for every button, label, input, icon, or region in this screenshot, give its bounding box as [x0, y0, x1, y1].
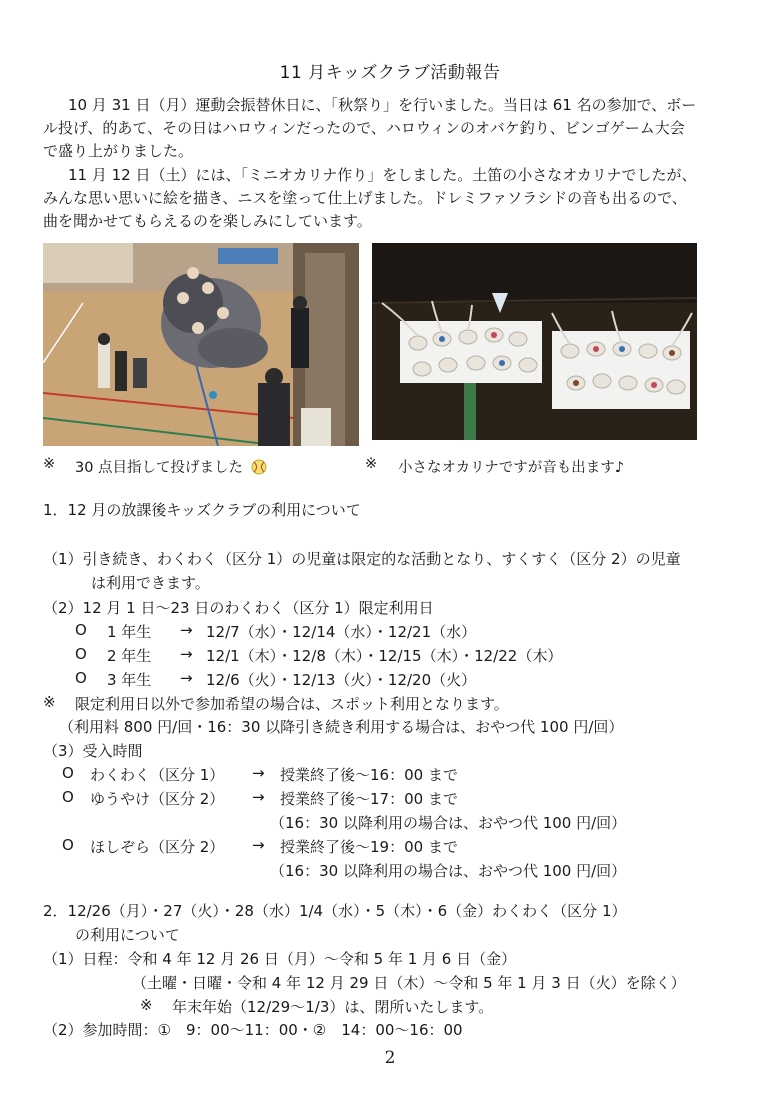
time-bullet: O: [62, 836, 74, 854]
grade-arrow: →: [180, 621, 193, 639]
grade-label: 2 年生: [107, 647, 152, 665]
time-bullet: O: [62, 764, 74, 782]
time-bullet: O: [62, 788, 74, 806]
section1-item1-line2: は利用できます。: [91, 574, 210, 592]
caption-left-mark: ※: [43, 456, 56, 472]
section2-heading-line1: 2．12/26（月）・27（火）・28（水）1/4（水）・5（木）・6（金）わくわく（区分 1）: [43, 902, 627, 920]
time-sub-note: （16：30 以降利用の場合は、おやつ代 100 円/回）: [270, 814, 627, 832]
time-row: [62, 836, 458, 856]
intro-p1-line1: 10 月 31 日（月）運動会振替休日に、「秋祭り」を行いました。当日は 61 名の参加で、ボー: [68, 96, 697, 114]
time-row: [62, 788, 458, 808]
section2-exclude: （土曜・日曜・令和 4 年 12 月 29 日（木）～令和 5 年 1 月 3 日（火）を除く）: [132, 974, 686, 992]
grade-label: 1 年生: [107, 623, 152, 641]
grade-label: 3 年生: [107, 671, 152, 689]
section2-heading-line2: の利用について: [75, 926, 180, 944]
time-arrow: →: [252, 788, 265, 806]
softball-icon: [251, 459, 267, 475]
grade-dates: 12/1（木）・12/8（木）・12/15（木）・12/22（木）: [206, 647, 563, 665]
time-hours: 授業終了後～19：00 まで: [280, 838, 458, 856]
intro-p1-line3: で盛り上がりました。: [43, 142, 194, 160]
section1-item3: （3）受入時間: [43, 742, 143, 760]
time-row: [62, 764, 458, 784]
ocarina-display-illustration: [372, 243, 697, 440]
time-sub-note: （16：30 以降利用の場合は、おやつ代 100 円/回）: [270, 862, 627, 880]
time-name: わくわく（区分 1）: [90, 766, 225, 784]
caption-right-mark: ※: [365, 456, 378, 472]
time-hours: 授業終了後～17：00 まで: [280, 790, 458, 808]
note-mark: ※: [43, 693, 56, 711]
photo-ball-throw: [43, 243, 359, 446]
section2-hours: （2）参加時間：① 9：00～11：00・② 14：00～16：00: [43, 1021, 463, 1039]
fee-text: （利用料 800 円/回・16：30 以降引き続き利用する場合は、おやつ代 100 円/回）: [59, 718, 624, 736]
time-name: ほしぞら（区分 2）: [90, 838, 225, 856]
photo-ocarinas: [372, 243, 697, 440]
grade-bullet: O: [75, 645, 87, 663]
grade-bullet: O: [75, 621, 87, 639]
grade-row: [75, 621, 477, 641]
intro-p1-line2: ル投げ、的あて、その日はハロウィンだったので、ハロウィンのオバケ釣り、ビンゴゲーム大会: [43, 119, 685, 137]
section2-closed: 年末年始（12/29～1/3）は、閉所いたします。: [172, 998, 494, 1016]
note-text: 限定利用日以外で参加希望の場合は、スポット利用となります。: [75, 695, 509, 713]
caption-right-text: 小さなオカリナですが音も出ます♪: [398, 460, 625, 476]
grade-arrow: →: [180, 669, 193, 687]
caption-left: [75, 456, 267, 477]
page-number: 2: [384, 1048, 396, 1068]
grade-row: [75, 669, 477, 689]
time-arrow: →: [252, 764, 265, 782]
time-hours: 授業終了後～16：00 まで: [280, 766, 458, 784]
intro-p2-line1: 11 月 12 日（土）には、「ミニオカリナ作り」をしました。土笛の小さなオカリナでしたが、: [68, 166, 697, 184]
grade-dates: 12/7（水）・12/14（水）・12/21（水）: [206, 623, 477, 641]
section1-item1-line1: （1）引き続き、わくわく（区分 1）の児童は限定的な活動となり、すくすく（区分 2）の児童: [43, 550, 681, 568]
page-title: 11 月キッズクラブ活動報告: [279, 63, 501, 83]
time-arrow: →: [252, 836, 265, 854]
section2-closed-mark: ※: [140, 996, 153, 1014]
section1-heading: 1．12 月の放課後キッズクラブの利用について: [43, 501, 361, 519]
intro-p2-line2: みんな思い思いに絵を描き、ニスを塗って仕上げました。ドレミファソラシドの音も出るので、: [43, 189, 687, 207]
section1-item2: （2）12 月 1 日～23 日のわくわく（区分 1）限定利用日: [43, 599, 434, 617]
time-name: ゆうやけ（区分 2）: [90, 790, 225, 808]
grade-dates: 12/6（火）・12/13（火）・12/20（火）: [206, 671, 477, 689]
gym-scene-illustration: [43, 243, 359, 446]
section2-schedule: （1）日程：令和 4 年 12 月 26 日（月）～令和 5 年 1 月 6 日（金）: [43, 950, 517, 968]
grade-bullet: O: [75, 669, 87, 687]
intro-p2-line3: 曲を聞かせてもらえるのを楽しみにしています。: [43, 212, 372, 230]
grade-arrow: →: [180, 645, 193, 663]
grade-row: [75, 645, 563, 665]
caption-left-text: 30 点目指して投げました: [75, 460, 244, 476]
